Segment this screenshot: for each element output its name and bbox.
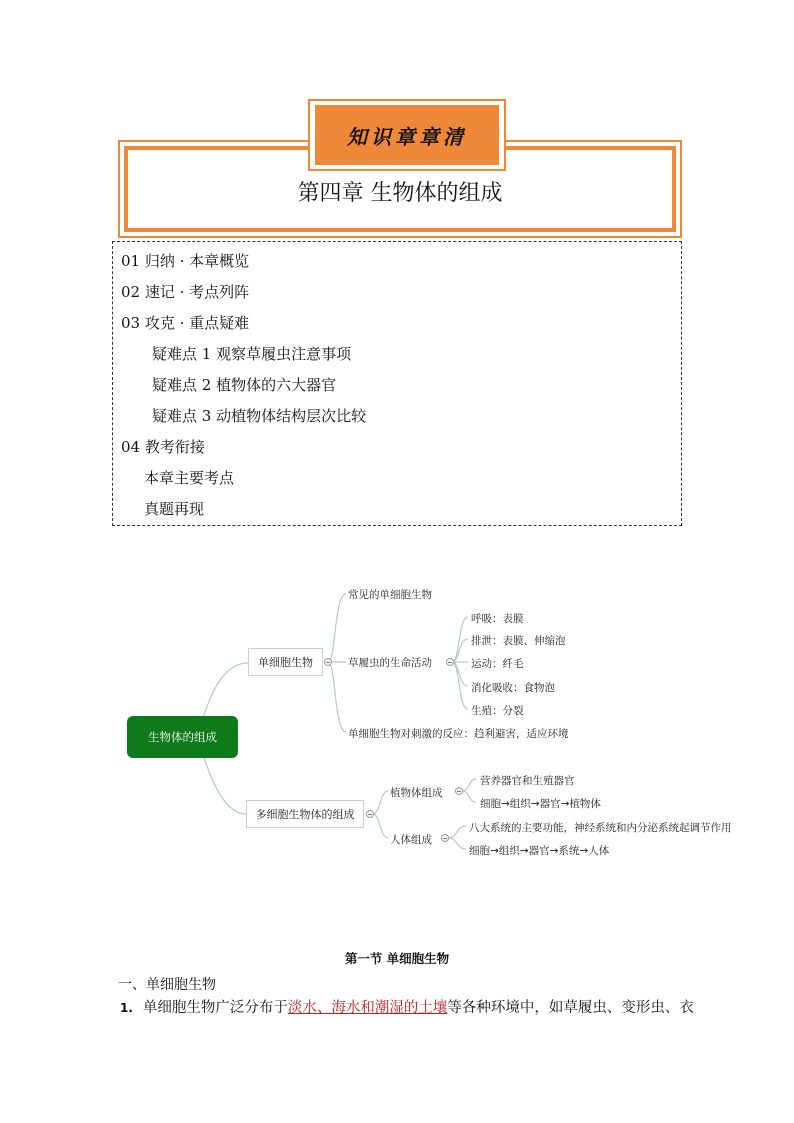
- toc-subitem[interactable]: 真题再现: [144, 500, 205, 518]
- node-activity[interactable]: 运动：纤毛: [471, 658, 524, 670]
- collapse-icon[interactable]: [446, 658, 454, 666]
- highlight-text: 淡水、海水和潮湿的土壤: [287, 1000, 448, 1016]
- toc-subitem[interactable]: 疑难点 3 动植物体结构层次比较: [152, 407, 367, 425]
- node-response[interactable]: 单细胞生物对刺激的反应：趋利避害，适应环境: [348, 728, 569, 740]
- paragraph-text-cont: 等各种环境中，如草履虫、变形虫、衣: [447, 1000, 694, 1016]
- node-activity[interactable]: 生殖：分裂: [471, 705, 524, 717]
- node-human-item[interactable]: 八大系统的主要功能，神经系统和内分泌系统起调节作用: [469, 822, 732, 834]
- toc-item[interactable]: 02 速记 · 考点列阵: [121, 283, 250, 301]
- node-activity[interactable]: 消化吸收：食物泡: [471, 682, 555, 694]
- node-unicellular[interactable]: 单细胞生物: [248, 648, 323, 676]
- toc-subitem[interactable]: 疑难点 2 植物体的六大器官: [152, 376, 337, 394]
- node-plant-item[interactable]: 营养器官和生殖器官: [480, 775, 575, 787]
- node-common-unicellular[interactable]: 常见的单细胞生物: [348, 589, 432, 601]
- collapse-icon[interactable]: [441, 834, 449, 842]
- chapter-title: 第四章 生物体的组成: [297, 181, 503, 206]
- node-multicellular[interactable]: 多细胞生物体的组成: [246, 800, 364, 828]
- toc-subitem[interactable]: 本章主要考点: [144, 469, 235, 487]
- banner-tag-text: 知识章章清: [347, 124, 467, 149]
- toc-item[interactable]: 01 归纳 · 本章概览: [121, 252, 250, 270]
- node-activity[interactable]: 排泄：表膜、伸缩泡: [471, 635, 566, 647]
- node-human-item[interactable]: 细胞→组织→器官→系统→人体: [469, 845, 610, 857]
- paragraph-text: 单细胞生物广泛分布于: [142, 1000, 288, 1016]
- section-subtitle: 一、单细胞生物: [118, 977, 216, 993]
- toc-subitem[interactable]: 疑难点 1 观察草履虫注意事项: [152, 345, 352, 363]
- collapse-icon[interactable]: [366, 810, 374, 818]
- node-human[interactable]: 人体组成: [390, 834, 432, 846]
- toc-item[interactable]: 04 教考衔接: [121, 438, 205, 456]
- mindmap-root[interactable]: 生物体的组成: [127, 716, 238, 758]
- section-title: 第一节 单细胞生物: [344, 951, 450, 966]
- paragraph: [120, 996, 694, 1017]
- toc-item[interactable]: 03 攻克 · 重点疑难: [121, 314, 250, 332]
- node-activity[interactable]: 呼吸：表膜: [471, 613, 524, 625]
- collapse-icon[interactable]: [324, 658, 332, 666]
- collapse-icon[interactable]: [455, 787, 463, 795]
- node-plant-item[interactable]: 细胞→组织→器官→植物体: [480, 798, 601, 810]
- node-plant[interactable]: 植物体组成: [390, 787, 443, 799]
- node-paramecium[interactable]: 草履虫的生命活动: [348, 657, 432, 669]
- paragraph-number: 1.: [120, 1001, 133, 1015]
